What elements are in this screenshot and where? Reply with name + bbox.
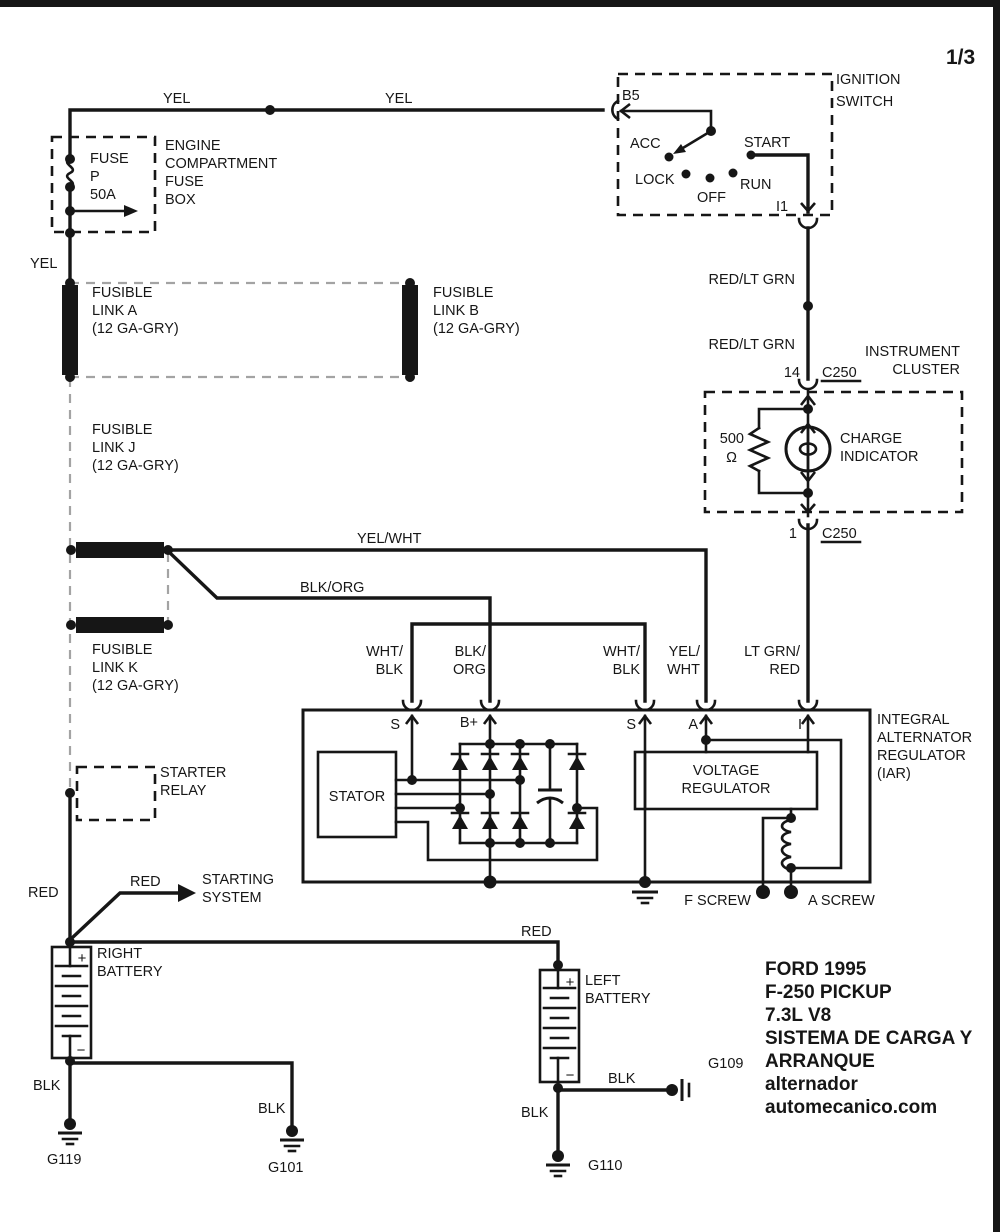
connector-pin-1: 1 (788, 526, 797, 542)
iar-name-3: REGULATOR (877, 748, 966, 764)
terminal-i: I (797, 717, 802, 733)
fuse-box-name-3: FUSE (165, 174, 204, 190)
fusible-link-bar-icon (76, 542, 164, 558)
ignition-switch (618, 72, 900, 228)
terminal-a: A (688, 717, 698, 733)
title-line-5: ARRANQUE (765, 1051, 875, 1072)
fusible-link-b-icon (402, 285, 418, 375)
a-screw-icon (784, 885, 798, 899)
link-k-1: FUSIBLE (92, 642, 153, 658)
t1-label-1: WHT/ (365, 644, 403, 660)
ground-icon (58, 1133, 82, 1144)
wire-label-ltgrn: LT GRN/ (744, 644, 800, 660)
starting-system-1: STARTING (202, 872, 274, 888)
ignition-switch-name-2: SWITCH (836, 94, 894, 110)
battery-cells-icon (544, 988, 575, 1058)
indicator-name-2: INDICATOR (840, 449, 919, 465)
regulator-name-2: REGULATOR (681, 781, 771, 797)
wire-label-red-branch: RED (130, 874, 161, 890)
title-line-6: alternador (765, 1074, 858, 1095)
iar-name-2: ALTERNATOR (877, 730, 973, 746)
pos-off: OFF (697, 190, 726, 206)
title-block (765, 959, 973, 1118)
pos-lock: LOCK (635, 172, 675, 188)
fuse-box-name-2: COMPARTMENT (165, 156, 278, 172)
iar-name-1: INTEGRAL (877, 712, 950, 728)
left-battery-name-1: LEFT (585, 973, 621, 989)
fusible-links-ab (62, 278, 520, 791)
link-j-1: FUSIBLE (92, 422, 153, 438)
terminal-s2: S (626, 717, 636, 733)
title-line-1: FORD 1995 (765, 959, 867, 980)
cluster-name-1: INSTRUMENT (864, 344, 960, 360)
ground-g119: G119 (47, 1152, 82, 1168)
starter-relay-name-2: RELAY (160, 783, 207, 799)
wire-label-red-ltgrn-1: RED/LT GRN (708, 272, 795, 288)
minus-terminal: − (565, 1067, 575, 1084)
right-battery (33, 946, 304, 1176)
lt-grn-red-wire (744, 525, 808, 701)
wire-label-blk-g119: BLK (33, 1078, 61, 1094)
resistor-value: 500 (719, 431, 744, 447)
ignition-switch-name-1: IGNITION (836, 72, 901, 88)
title-line-3: 7.3L V8 (765, 1005, 832, 1026)
page-number: 1/3 (946, 46, 976, 69)
fusible-link-k-icon (76, 617, 164, 633)
link-b-2: LINK B (433, 303, 479, 319)
ground-icon (632, 892, 658, 903)
regulator-name-1: VOLTAGE (692, 763, 760, 779)
title-line-4: SISTEMA DE CARGA Y (765, 1028, 973, 1049)
link-j-3: (12 GA-GRY) (92, 458, 179, 474)
connector-c250-bottom: C250 (822, 526, 857, 542)
link-a-2: LINK A (92, 303, 138, 319)
right-battery-name-2: BATTERY (97, 964, 163, 980)
link-a-1: FUSIBLE (92, 285, 153, 301)
a-screw-label: A SCREW (808, 893, 875, 909)
terminal-bplus: B+ (459, 715, 478, 731)
f-screw-icon (756, 885, 770, 899)
cluster-name-2: CLUSTER (892, 362, 960, 378)
wire-label-blk-g109: BLK (608, 1071, 636, 1087)
pin-b5: B5 (622, 88, 640, 104)
indicator-name-1: CHARGE (840, 431, 903, 447)
wire-label-red: RED (769, 662, 800, 678)
link-a-3: (12 GA-GRY) (92, 321, 179, 337)
pos-run: RUN (740, 177, 772, 193)
fuse-rating: 50A (90, 187, 116, 203)
f-screw-label: F SCREW (684, 893, 751, 909)
wire-label-yel-1: YEL (163, 91, 191, 107)
wire-label-yel-wht: YEL/WHT (357, 531, 422, 547)
switch-arm-arrow-icon (673, 144, 686, 154)
wire-label-yel-3: YEL (30, 256, 58, 272)
stator-label: STATOR (328, 789, 386, 805)
fuse-box-name-1: ENGINE (165, 138, 221, 154)
fuse-id: P (90, 169, 100, 185)
arrow-right-icon (124, 205, 138, 217)
t2-label-1: BLK/ (454, 644, 486, 660)
t1-label-2: BLK (375, 662, 403, 678)
ground-g109: G109 (708, 1056, 744, 1072)
t4-label-2: WHT (666, 662, 700, 678)
starter-relay-name-1: STARTER (160, 765, 227, 781)
alternator-feed-wires (168, 531, 706, 701)
fuse-box-name-4: BOX (165, 192, 196, 208)
ground-g110: G110 (588, 1158, 623, 1174)
battery-cells-icon (56, 966, 87, 1036)
alternator (303, 701, 972, 909)
connector-pin-14: 14 (783, 365, 800, 381)
field-coil-icon (782, 820, 791, 870)
link-j-2: LINK J (92, 440, 136, 456)
t4-label-1: YEL/ (668, 644, 700, 660)
wire-label-red-ltgrn-2: RED/LT GRN (708, 337, 795, 353)
resistor-icon (750, 428, 768, 471)
fuse-label: FUSE (90, 151, 129, 167)
c250-top-connector-icon (799, 380, 817, 389)
charge-indicator-wire (709, 228, 860, 389)
iar-name-4: (IAR) (877, 766, 911, 782)
starter-relay (65, 765, 226, 820)
wire-label-yel-2: YEL (385, 91, 413, 107)
pos-start: START (744, 135, 791, 151)
fuse-box (30, 137, 277, 284)
capacitor-icon (537, 744, 563, 843)
link-k-3: (12 GA-GRY) (92, 678, 179, 694)
left-battery (521, 970, 743, 1176)
terminal-s1: S (390, 717, 400, 733)
chassis-ground-icon (666, 1079, 689, 1101)
title-line-2: F-250 PICKUP (765, 982, 892, 1003)
fusible-link-k (66, 542, 179, 694)
link-b-3: (12 GA-GRY) (433, 321, 520, 337)
wire-label-red-battery: RED (521, 924, 552, 940)
link-k-2: LINK K (92, 660, 138, 676)
ground-icon (546, 1165, 570, 1176)
pin-i1: I1 (776, 199, 789, 215)
t3-label-1: WHT/ (602, 644, 640, 660)
plus-terminal: + (565, 974, 575, 991)
arrow-right-icon (178, 884, 196, 902)
right-battery-name-1: RIGHT (97, 946, 143, 962)
ground-icon (280, 1140, 304, 1151)
wire-label-red-main: RED (28, 885, 59, 901)
pos-acc: ACC (630, 136, 661, 152)
starting-system-2: SYSTEM (202, 890, 262, 906)
connector-c250-top: C250 (822, 365, 857, 381)
wire-label-blk-g101: BLK (258, 1101, 286, 1117)
ground-g101: G101 (268, 1160, 304, 1176)
t2-label-2: ORG (452, 662, 486, 678)
link-b-1: FUSIBLE (433, 285, 494, 301)
t3-label-2: BLK (612, 662, 640, 678)
wire-label-blk-org: BLK/ORG (300, 580, 365, 596)
minus-terminal: − (76, 1042, 86, 1059)
left-battery-name-2: BATTERY (585, 991, 651, 1007)
title-line-7: automecanico.com (765, 1097, 938, 1118)
resistor-unit: Ω (726, 450, 737, 466)
fusible-link-a-icon (62, 285, 78, 375)
plus-terminal: + (77, 950, 87, 967)
wire-label-blk-g110: BLK (521, 1105, 549, 1121)
diode-icons (452, 754, 585, 829)
yel-feed-wire (70, 91, 618, 160)
